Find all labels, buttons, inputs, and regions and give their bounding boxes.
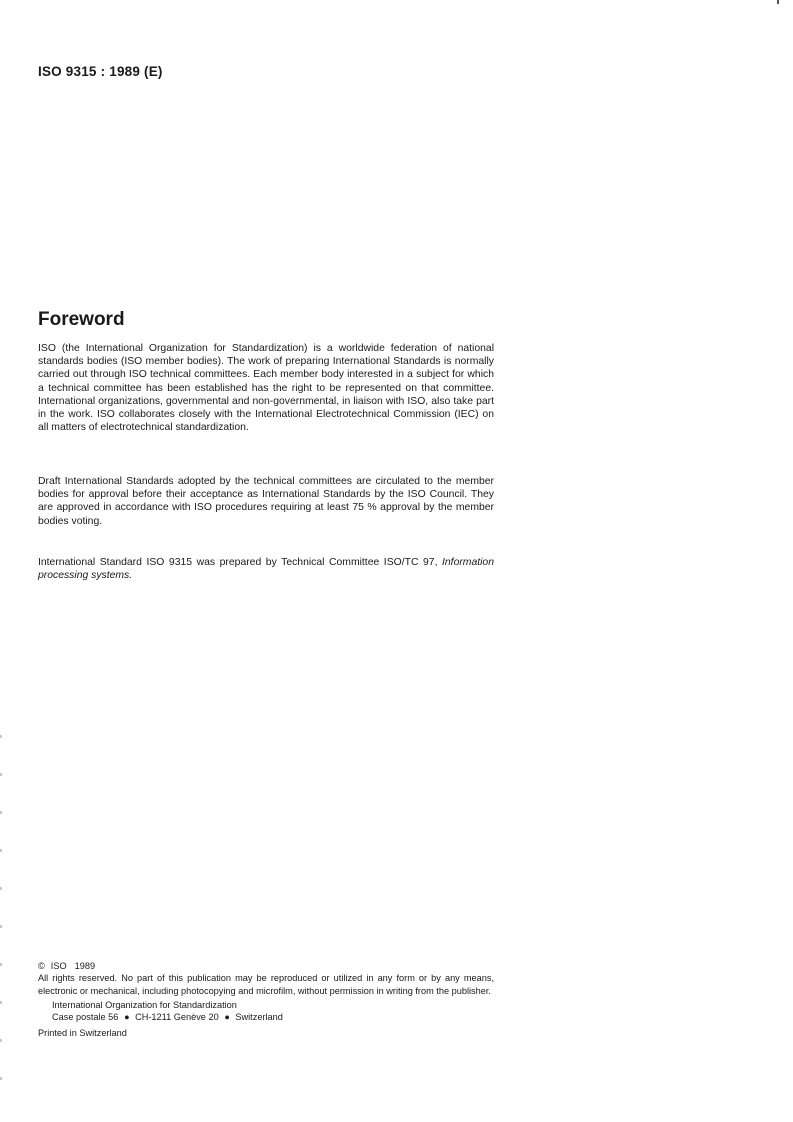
- scan-mark: [777, 0, 779, 4]
- rights-notice: All rights reserved. No part of this publication may be reproduced or utilized in any form or by any means, electronic or mechanical, including photocopying and microfilm, without permission in writing from the publisher.: [38, 973, 494, 996]
- foreword-paragraph-1: ISO (the International Organization for Standardization) is a worldwide federation of national standards bodies (ISO member bodies). The work of preparing International Standards is normally carried out through ISO technical committees. Each member body interested in a subject for which a technical committee has been established has the right to be represented on that committee. International organizations, governmental and non-governmental, in liaison with ISO, also take part in the work. ISO collaborates closely with the International Electrotechnical Commission (IEC) on all matters of electrotechnical standardization.: [38, 343, 494, 434]
- printed-in: Printed in Switzerland: [38, 1027, 127, 1038]
- address-line-3: Switzerland: [235, 1012, 283, 1023]
- bullet-icon: ●: [123, 1012, 130, 1023]
- address-org: International Organization for Standardization: [52, 1000, 237, 1011]
- bullet-icon: ●: [224, 1012, 230, 1023]
- foreword-title: Foreword: [38, 309, 125, 330]
- committee-name: Information processing systems.: [38, 557, 494, 582]
- copyright-org: ISO: [50, 961, 67, 971]
- publication-footer: [38, 960, 494, 1039]
- document-id: ISO 9315 : 1989 (E): [38, 64, 163, 79]
- scan-edge-marks: [0, 735, 2, 1095]
- foreword-paragraph-3: [38, 556, 494, 582]
- address-line-2: CH-1211 Genève 20: [135, 1012, 219, 1023]
- address-lines: [52, 1011, 494, 1023]
- foreword-paragraph-2: Draft International Standards adopted by the technical committees are circulated to the member bodies for approval before their acceptance as International Standards by the ISO Council. They are approved in accordance with ISO procedures requiring at least 75 % approval by the member bodies voting.: [38, 476, 494, 527]
- copyright-year: 1989: [74, 961, 96, 971]
- publisher-address: [52, 999, 494, 1023]
- copyright-line: [38, 960, 494, 972]
- paragraph-3-text: International Standard ISO 9315 was prepared by Technical Committee ISO/TC 97,: [38, 557, 438, 568]
- copyright-icon: ©: [38, 961, 45, 971]
- address-line-1: Case postale 56: [52, 1012, 119, 1023]
